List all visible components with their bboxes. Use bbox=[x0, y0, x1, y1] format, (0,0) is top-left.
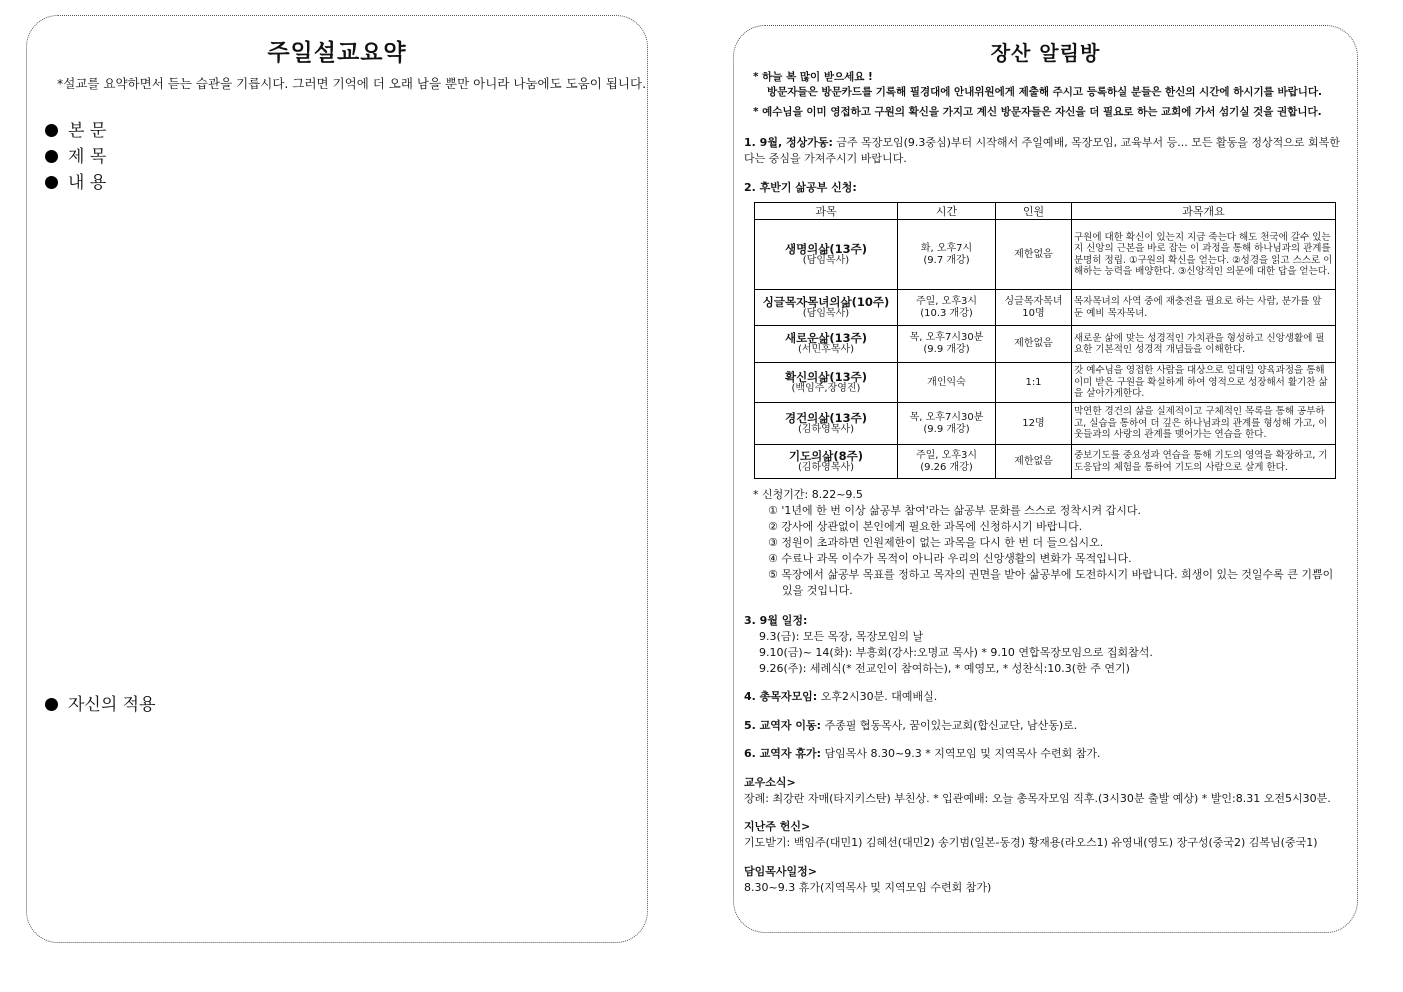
course-time: 목, 오후7시30분 bbox=[909, 411, 984, 423]
course-name: 경건의삶(13주) bbox=[784, 410, 868, 425]
apply-note: ② 강사에 상관없이 본인에게 필요한 과목에 신청하시기 바랍니다. bbox=[768, 520, 1083, 533]
course-leader: (백임주,장영진) bbox=[791, 382, 861, 394]
table-row bbox=[755, 445, 1336, 479]
course-time: 목, 오후7시30분 bbox=[909, 332, 984, 343]
course-description: 막연한 경건의 삶을 실제적이고 구체적인 목록을 통해 공부하고, 실습을 통하여 더 깊은 하나님과의 관계를 형성해 가고, 이웃들과의 사랑의 관계를 맺어가는 연습을 한다. bbox=[1072, 403, 1336, 445]
sermon-summary-subtitle: *설교를 요약하면서 듣는 습관을 기릅시다. 그러면 기억에 더 오래 남을 뿐만 아니라 나눔에도 도움이 됩니다. bbox=[57, 76, 647, 91]
announcements-title: 장산 알림방 bbox=[990, 41, 1101, 65]
course-name: 싱글목자목녀의삶(10주) bbox=[762, 294, 890, 309]
pastor-schedule: 담임목사일정> 8.30~9.3 휴가(지역목사 및 지역모임 수련회 참가) bbox=[744, 865, 992, 894]
course-name: 생명의삶(13주) bbox=[784, 241, 868, 256]
course-time: 주일, 오후3시 bbox=[915, 295, 978, 307]
apply-note: ⑤ 목장에서 삶공부 목표를 정하고 목자의 권면을 받아 삶공부에 도전하시기 바랍니다. 희생이 있는 것일수록 큰 기쁨이 있을 것입니다. bbox=[768, 568, 1334, 597]
section-1: 1. 9월, 정상가동: 금주 목장모임(9.3중심)부터 시작해서 주일예배, 목장모임, 교육부서 등... 모든 활동을 정상적으로 회복한다는 중심을 가져주시기 바랍니다. bbox=[744, 136, 1340, 165]
course-leader: (서민후목사) bbox=[797, 344, 855, 355]
course-start: (10.3 개강) bbox=[920, 307, 973, 319]
bullet-scripture: 본 문 bbox=[45, 116, 106, 141]
course-capacity: 제한없음 bbox=[1014, 338, 1053, 349]
table-header: 과목개요 bbox=[1072, 203, 1336, 220]
course-start: (9.9 개강) bbox=[923, 423, 970, 435]
table-header: 시간 bbox=[898, 203, 996, 220]
table-header: 인원 bbox=[996, 203, 1072, 220]
section-4: 4. 총목자모임: 오후2시30분. 대예배실. bbox=[744, 690, 938, 703]
section-5: 5. 교역자 이동: 주종필 협동목사, 꿈이있는교회(합신교단, 남산동)로. bbox=[744, 719, 1078, 732]
table-row bbox=[755, 363, 1336, 403]
bullet-title: 제 목 bbox=[45, 142, 106, 167]
bullet-application: 자신의 적용 bbox=[45, 690, 156, 715]
apply-note: ① '1년에 한 번 이상 삶공부 참여'라는 삶공부 문화를 스스로 정착시켜 갑시다. bbox=[768, 504, 1142, 517]
section-6: 6. 교역자 휴가: 담임목사 8.30~9.3 * 지역모임 및 지역목사 수련회 참가. bbox=[744, 747, 1101, 760]
table-row bbox=[755, 290, 1336, 326]
course-name: 확신의삶(13주) bbox=[784, 369, 868, 384]
course-capacity: 제한없음 bbox=[1014, 248, 1053, 260]
welcome-note: * 하늘 복 많이 받으세요 ! bbox=[753, 71, 873, 83]
course-start: (9.26 개강) bbox=[920, 461, 973, 473]
course-start: (9.9 개강) bbox=[923, 344, 970, 355]
course-capacity: 제한없음 bbox=[1014, 455, 1053, 467]
course-leader: (담임목사) bbox=[802, 307, 850, 319]
course-time: 화, 오후7시 bbox=[920, 242, 973, 254]
member-news: 교우소식> 장례: 최강란 자매(타지키스탄) 부친상. * 입관예배: 오늘 총목자모임 직후.(3시30분 출발 예상) * 발인:8.31 오전5시30분. bbox=[744, 776, 1331, 805]
course-description: 중보기도를 중요성과 연습을 통해 기도의 영역을 확장하고, 기도응답의 체험을 통하여 기도의 사람으로 살게 한다. bbox=[1072, 445, 1336, 479]
schedule-line: 9.3(금): 모든 목장, 목장모임의 날 bbox=[759, 630, 924, 643]
course-leader: (담임목사) bbox=[802, 254, 850, 266]
table-row bbox=[755, 326, 1336, 363]
course-description: 목자목녀의 사역 중에 재충전을 필요로 하는 사람, 분가를 앞 둔 예비 목자목녀. bbox=[1072, 290, 1336, 326]
table-row bbox=[755, 220, 1336, 290]
course-capacity-count: 10명 bbox=[1022, 307, 1045, 319]
table-header-row bbox=[755, 203, 1336, 220]
bullet-dot-icon bbox=[45, 176, 58, 189]
section-3: 3. 9월 일정: 9.3(금): 모든 목장, 목장모임의 날 9.10(금)~ 14(화): 부흥회(강사:오명교 목사) * 9.10 연합목장모임으로 집회참석. 9.26(주): 세례식(* 전교인이 참여하는), * 예영모, * 성찬식:10.3(한 주 연기) bbox=[744, 613, 1344, 677]
visitor-note: 방문자들은 방문카드를 기록해 필경대에 안내위원에게 제출해 주시고 등록하실 분들은 한신의 시간에 하시기를 바랍니다. bbox=[767, 86, 1323, 98]
bullet-dot-icon bbox=[45, 698, 58, 711]
course-leader: (김하영목사) bbox=[797, 423, 855, 435]
course-leader: (김하영목사) bbox=[797, 461, 855, 473]
bullet-dot-icon bbox=[45, 150, 58, 163]
bullet-content: 내 용 bbox=[45, 168, 106, 193]
course-capacity: 1:1 bbox=[1025, 376, 1042, 388]
course-capacity: 12명 bbox=[1022, 417, 1045, 429]
bullet-dot-icon bbox=[45, 124, 58, 137]
course-table bbox=[754, 202, 1336, 479]
apply-note: ③ 정원이 초과하면 인원제한이 없는 과목을 다시 한 번 더 들으십시오. bbox=[768, 536, 1104, 549]
apply-period: * 신청기간: 8.22~9.5 ① '1년에 한 번 이상 삶공부 참여'라는 삶공부 문화를 스스로 정착시켜 갑시다. ② 강사에 상관없이 본인에게 필요한 과목에 신청하시기 바랍니다. ③ 정원이 초과하면 인원제한이 없는 과목을 다시 한 번 더 들으십시오. ④ 수료나 과목 이수가 목적이 아니라 우리의 신앙생활의 변화가 목적입니다. ⑤ 목장에서 삶공부 목표를 정하고 목자의 권면을 받아 삶공부에 도전하시기 바랍니다. 희생이 있는 것일수록 큰 기쁨이 있을 것입니다. bbox=[753, 487, 1345, 599]
apply-note: ④ 수료나 과목 이수가 목적이 아니라 우리의 신앙생활의 변화가 목적입니다. bbox=[768, 552, 1132, 565]
believer-note: * 예수님을 이미 영접하고 구원의 확신을 가지고 계신 방문자들은 자신을 더 필요로 하는 교회에 가서 섬기실 것을 권합니다. bbox=[753, 106, 1322, 118]
last-week-offering: 지난주 헌신> 기도받기: 백임주(대민1) 김혜선(대민2) 송기범(일본-동경) 황재용(라오스1) 유영내(영도) 장구성(중국2) 김복님(중국1) bbox=[744, 820, 1318, 849]
sermon-summary-panel bbox=[26, 15, 648, 943]
announcements-panel bbox=[733, 25, 1358, 933]
course-name: 기도의삶(8주) bbox=[788, 448, 864, 463]
course-time: 주일, 오후3시 bbox=[915, 449, 978, 461]
table-row bbox=[755, 403, 1336, 445]
course-description: 새로운 삶에 맞는 성경적인 가치관을 형성하고 신앙생활에 필요한 기본적인 성경적 개념들을 이해한다. bbox=[1072, 326, 1336, 363]
section-2-heading: 2. 후반기 삶공부 신청: bbox=[744, 181, 857, 194]
schedule-line: 9.26(주): 세례식(* 전교인이 참여하는), * 예영모, * 성찬식:10.3(한 주 연기) bbox=[759, 662, 1130, 675]
schedule-line: 9.10(금)~ 14(화): 부흥회(강사:오명교 목사) * 9.10 연합목장모임으로 집회참석. bbox=[759, 646, 1153, 659]
course-start: (9.7 개강) bbox=[923, 254, 970, 266]
course-description: 구원에 대한 확신이 있는지 지금 죽는다 해도 천국에 갈수 있는지 신앙의 근본을 바로 잡는 이 과정을 통해 하나님과의 관계를 분명히 정립. ①구원의 확신을 얻는다. ②성경을 읽고 스스로 이해하는 능력을 배양한다. ③신앙적인 의문에 대한 답을 얻는다. bbox=[1072, 220, 1336, 290]
course-capacity: 싱글목자목녀 bbox=[1004, 295, 1063, 307]
sermon-summary-title: 주일설교요약 bbox=[267, 40, 407, 66]
course-name: 새로운삶(13주) bbox=[784, 331, 868, 345]
table-header: 과목 bbox=[755, 203, 898, 220]
course-description: 갓 예수님을 영접한 사람을 대상으로 일대일 양육과정을 통해 이미 받은 구원을 확실하게 하여 영적으로 성장해서 활기찬 삶을 살아가게한다. bbox=[1072, 363, 1336, 403]
course-time: 개인익숙 bbox=[927, 376, 966, 388]
